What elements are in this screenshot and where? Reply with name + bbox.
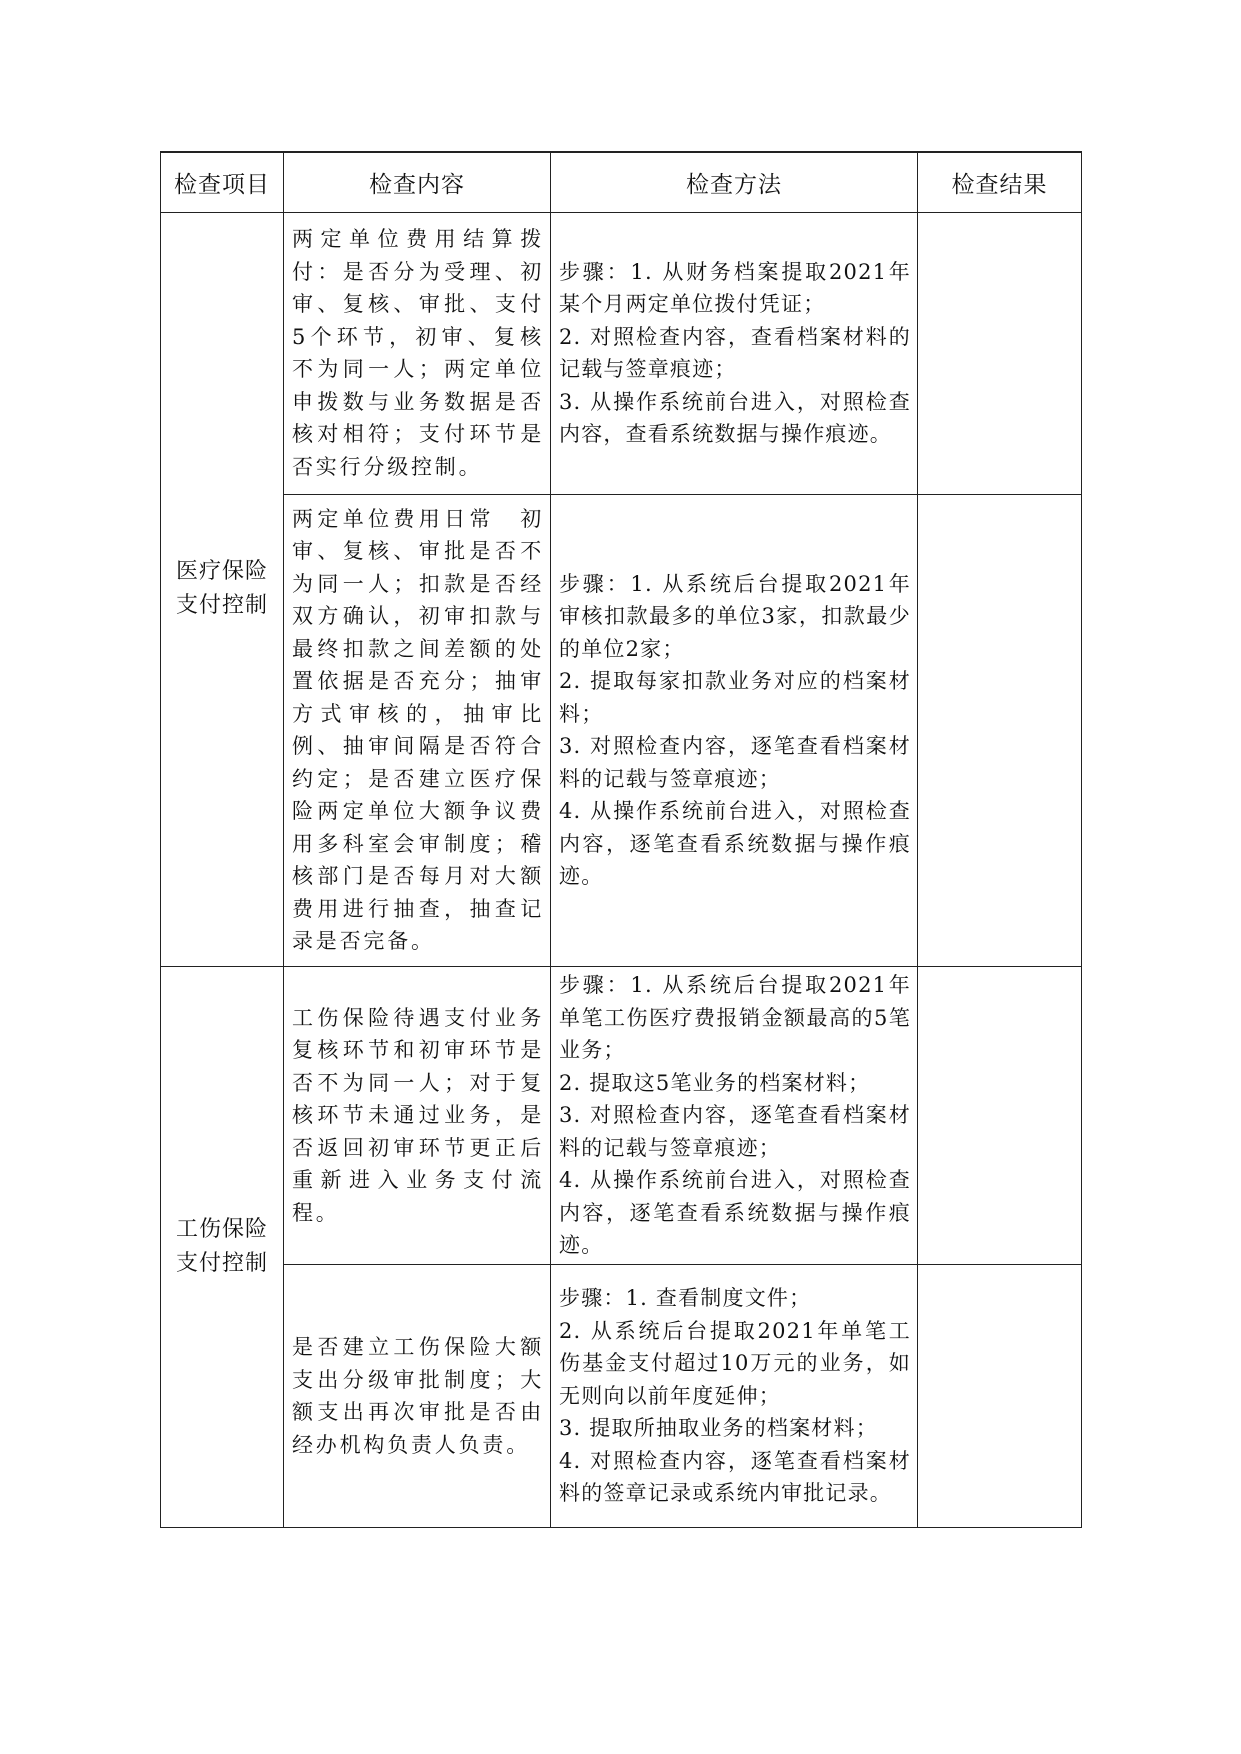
method-step: 2. 从系统后台提取2021年单笔工伤基金支付超过10万元的业务，如无则向以前年度延伸；: [559, 1318, 911, 1408]
method-step: 步骤：1. 查看制度文件；: [559, 1286, 812, 1311]
category-text: 医疗保险 支付控制: [175, 559, 268, 619]
category-text: 工伤保险 支付控制: [175, 1216, 268, 1276]
result-cell: [918, 966, 1082, 1265]
method-cell: [551, 966, 918, 1265]
header-item: 检查项目: [161, 152, 284, 213]
method-step: 步骤：1. 从系统后台提取2021年单笔工伤医疗费报销金额最高的5笔业务；: [559, 973, 911, 1063]
result-cell: [918, 1265, 1082, 1528]
method-cell: [551, 1265, 918, 1528]
table-row: [161, 494, 1082, 966]
header-method: 检查方法: [551, 152, 918, 213]
method-step: 步骤：1. 从系统后台提取2021年审核扣款最多的单位3家，扣款最少的单位2家；: [559, 571, 911, 661]
method-step: 4. 从操作系统前台进入，对照检查内容，逐笔查看系统数据与操作痕迹。: [559, 1168, 911, 1258]
table-row: [161, 1265, 1082, 1528]
method-step: 3. 提取所抽取业务的档案材料；: [559, 1416, 878, 1441]
method-step: 4. 从操作系统前台进入，对照检查内容，逐笔查看系统数据与操作痕迹。: [559, 799, 911, 889]
method-cell: [551, 494, 918, 966]
inspection-table: [160, 151, 1082, 1528]
category-medical-insurance: [161, 213, 284, 967]
header-content: 检查内容: [284, 152, 551, 213]
method-step: 4. 对照检查内容，逐笔查看档案材料的签章记录或系统内审批记录。: [559, 1448, 911, 1506]
method-step: 步骤：1. 从财务档案提取2021年某个月两定单位拨付凭证；: [559, 259, 911, 317]
content-cell: 工伤保险待遇支付业务复核环节和初审环节是否不为同一人；对于复核环节未通过业务，是否返回初审环节更正后重新进入业务支付流程。: [284, 966, 551, 1265]
method-step: 2. 对照检查内容，查看档案材料的记载与签章痕迹；: [559, 324, 911, 382]
method-step: 2. 提取每家扣款业务对应的档案材料；: [559, 669, 911, 726]
result-cell: [918, 494, 1082, 966]
result-cell: [918, 213, 1082, 495]
table-row: [161, 966, 1082, 1265]
table-header-row: [161, 152, 1082, 213]
table-row: [161, 213, 1082, 495]
method-step: 3. 从操作系统前台进入，对照检查内容，查看系统数据与操作痕迹。: [559, 389, 911, 447]
method-cell: [551, 213, 918, 495]
category-work-injury-insurance: [161, 966, 284, 1527]
header-result: 检查结果: [918, 152, 1082, 213]
content-cell: 两定单位费用结算拨付：是否分为受理、初审、复核、审批、支付5个环节，初审、复核不为同一人；两定单位申拨数与业务数据是否核对相符；支付环节是否实行分级控制。: [284, 213, 551, 495]
method-step: 2. 提取这5笔业务的档案材料；: [559, 1070, 871, 1095]
method-step: 3. 对照检查内容，逐笔查看档案材料的记载与签章痕迹；: [559, 1103, 911, 1160]
content-cell: 两定单位费用日常 初审、复核、审批是否不为同一人；扣款是否经双方确认，初审扣款与最终扣款之间差额的处置依据是否充分；抽审方式审核的，抽审比例、抽审间隔是否符合约定；是否建立医疗保险两定单位大额争议费用多科室会审制度；稽核部门是否每月对大额费用进行抽查，抽查记录是否完备。: [284, 494, 551, 966]
content-cell: 是否建立工伤保险大额支出分级审批制度；大额支出再次审批是否由经办机构负责人负责。: [284, 1265, 551, 1528]
method-step: 3. 对照检查内容，逐笔查看档案材料的记载与签章痕迹；: [559, 734, 911, 791]
